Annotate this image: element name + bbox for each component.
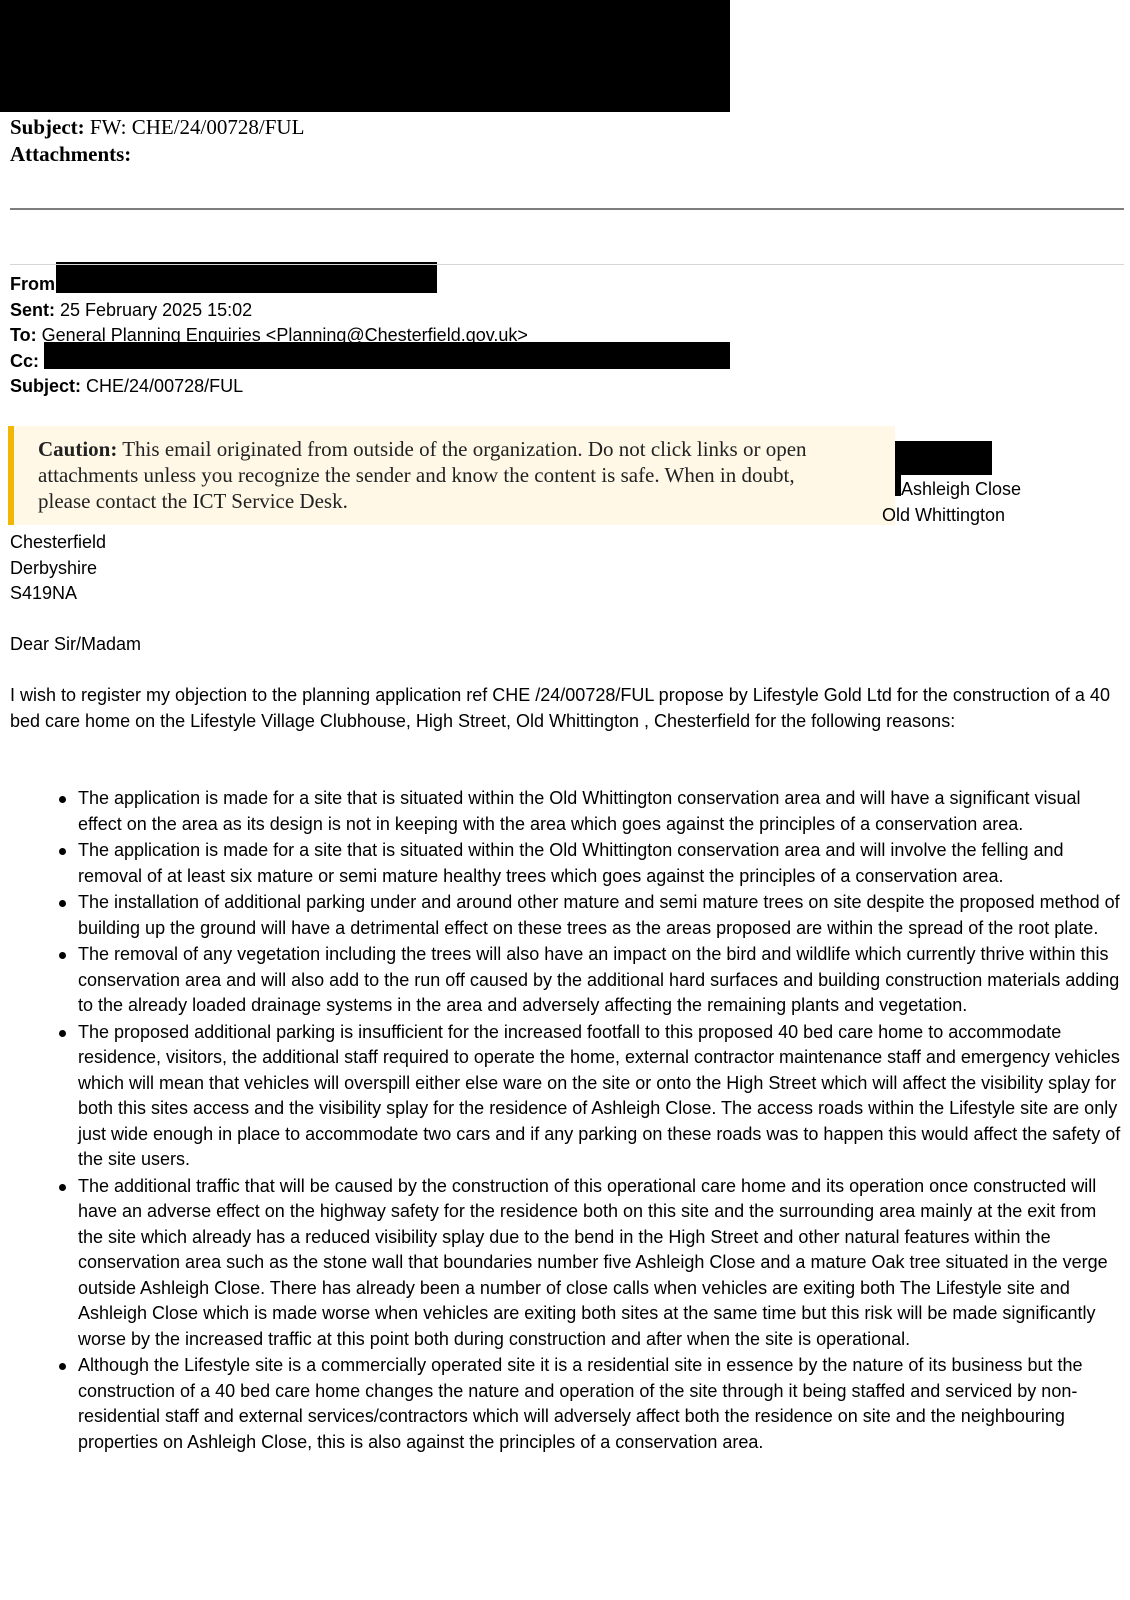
forward-subject-value: FW: CHE/24/00728/FUL: [89, 115, 305, 139]
redaction-block-house-number-top: [890, 441, 992, 475]
caution-text-1: This email originated from outside of the organization. Do not click links or open: [122, 437, 807, 461]
address-village: Old Whittington: [882, 504, 1006, 525]
objection-reasons-list: [10, 786, 1125, 1456]
objection-reason: [10, 838, 1125, 889]
email-to-value: General Planning Enquiries <Planning@Chesterfield.gov.uk>: [41, 325, 528, 345]
forward-subject-line: [10, 114, 304, 141]
objection-reason-text: Although the Lifestyle site is a commercially operated site it is a residential site in essence by the nature of its business but the construction of a 40 bed care home changes the nature and operation of the site through it being staffed and serviced by non-residential staff and external services/contractors which will adversely affect both the residence on site and the neighbouring properties on Ashleigh Close, this is also against the principles of a conservation area.: [78, 1355, 1083, 1452]
objection-reason-text: The application is made for a site that is situated within the Old Whittington conservation area and will have a significant visual effect on the area as its design is not in keeping with the area which goes against the principles of a conservation area.: [78, 788, 1081, 834]
email-sent-label: Sent:: [10, 299, 55, 320]
objection-reason-text: The installation of additional parking under and around other mature and semi mature trees on site despite the proposed method of building up the ground will have a detrimental effect on these trees as the areas proposed are within the spread of the root plate.: [78, 892, 1120, 938]
objection-reason: [10, 890, 1125, 941]
forward-header: [10, 114, 304, 168]
header-divider: [10, 208, 1124, 210]
caution-line-1: [38, 436, 895, 462]
objection-reason: [10, 1174, 1125, 1353]
address-postcode: S419NA: [10, 583, 78, 603]
objection-reason-text: The additional traffic that will be caused by the construction of this operational care home and its operation once constructed will have an adverse effect on the highway safety for the residence both on this site and the surrounding area mainly at the exit from the site which already has a reduced visibility splay due to the bend in the High Street and other natural features within the conservation area such as the stone wall that boundaries number five Ashleigh Close and a mature Oak tree situated in the verge outside Ashleigh Close. There has already been a number of close calls when vehicles are exiting both The Lifestyle site and Ashleigh Close which is made worse when vehicles are exiting both sites at the same time but this risk will be made significantly worse by the increased traffic at this point both during construction and after when the site is operational.: [78, 1175, 1108, 1349]
email-subject-label: Subject:: [10, 376, 82, 396]
objection-reason: [10, 786, 1125, 837]
email-sent-line: [10, 298, 528, 324]
email-subject-value: CHE/24/00728/FUL: [86, 376, 244, 396]
address-county: Derbyshire: [10, 557, 98, 578]
objection-reason: [10, 1353, 1125, 1455]
address-street: Ashleigh Close: [901, 479, 1022, 499]
forward-attachments-line: [10, 141, 304, 168]
email-from-label: From: [10, 274, 55, 294]
objection-reason: [10, 1020, 1125, 1173]
email-from-line: [10, 272, 528, 298]
sender-address-right: [882, 477, 1022, 528]
address-town: Chesterfield: [10, 532, 107, 552]
email-cc-label: Cc:: [10, 350, 40, 371]
forward-attachments-label: Attachments:: [10, 142, 132, 166]
email-sent-value: 25 February 2025 15:02: [60, 299, 253, 320]
bullet-icon: [59, 848, 66, 855]
caution-text-2: attachments unless you recognize the sender and know the content is safe. When in doubt,: [38, 463, 795, 487]
header-divider-light: [10, 264, 1124, 265]
bullet-icon: [59, 1030, 66, 1037]
bullet-icon: [59, 900, 66, 907]
redaction-block-top: [0, 0, 730, 112]
email-to-line: [10, 323, 528, 349]
caution-banner: [8, 426, 895, 525]
objection-reason-text: The removal of any vegetation including the trees will also have an impact on the bird and wildlife which currently thrive within this conservation area and will also add to the run off caused by the additional hard surfaces and building construction materials adding to the already loaded drainage systems in the area and adversely affecting the remaining plants and vegetation.: [78, 944, 1120, 1015]
bullet-icon: [59, 1184, 66, 1191]
email-to-label: To:: [10, 325, 37, 345]
caution-text-3: please contact the ICT Service Desk.: [38, 489, 348, 513]
letter-intro: I wish to register my objection to the planning application ref CHE /24/00728/FUL propose by Lifestyle Gold Ltd for the construction of a 40 bed care home on the Lifestyle Village Clubhouse, High Street, Old Whittington , Chesterfield for the following reasons:: [10, 685, 1110, 731]
bullet-icon: [59, 1363, 66, 1370]
objection-reason: [10, 942, 1125, 1019]
bullet-icon: [59, 796, 66, 803]
objection-reason-text: The proposed additional parking is insufficient for the increased footfall to this proposed 40 bed care home to accommodate residence, visitors, the additional staff required to operate the home, external contractor maintenance staff and emergency vehicles which will mean that vehicles will overspill either else ware on the site or onto the High Street which will affect the visibility splay for both this sites access and the visibility splay for the residence of Ashleigh Close. The access roads within the Lifestyle site are only just wide enough in place to accommodate two cars and if any parking on these roads was to happen this would affect the safety of the site users.: [78, 1021, 1121, 1169]
email-cc-line: [10, 349, 528, 375]
sender-address-left: [10, 530, 106, 607]
letter-greeting: Dear Sir/Madam: [10, 634, 142, 654]
objection-reason-text: The application is made for a site that is situated within the Old Whittington conservation area and will involve the felling and removal of at least six mature or semi mature healthy trees which goes against the principles of a conservation area.: [78, 840, 1064, 886]
forward-subject-label: Subject:: [10, 115, 85, 139]
caution-label: Caution:: [38, 437, 118, 461]
bullet-icon: [59, 952, 66, 959]
email-subject-line: [10, 374, 528, 400]
email-header: [10, 272, 528, 400]
